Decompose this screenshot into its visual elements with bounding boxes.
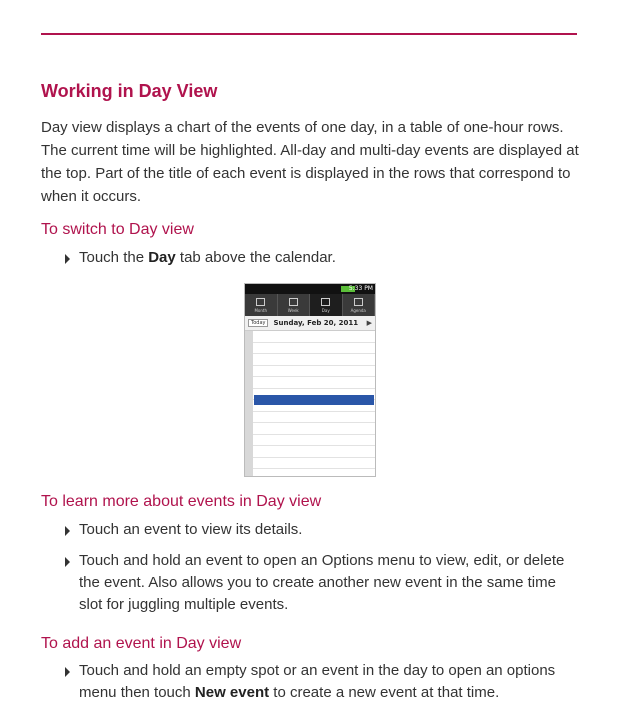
top-rule <box>41 33 577 35</box>
event-block[interactable] <box>254 395 374 405</box>
intro-paragraph: Day view displays a chart of the events of one day, in a table of one-hour rows. The current time will be highlighted. All-day and multi-day events are displayed at the top. Part of the title of each event is displayed in the rows that correspond to when it occurs. <box>41 119 579 205</box>
bullet-add-event: Touch and hold an empty spot or an event in the day to open an options menu then touch New event to create a new event at that time. <box>79 660 579 704</box>
tab-week[interactable]: Week <box>278 294 311 316</box>
hour-gutter <box>245 331 253 476</box>
calendar-icon <box>256 298 265 306</box>
section-heading-switch: To switch to Day view <box>41 221 194 238</box>
calendar-icon <box>289 298 298 306</box>
bullet-triangle-icon <box>65 254 70 264</box>
today-button[interactable]: Today <box>248 319 268 327</box>
status-time: 5:33 PM <box>348 285 373 292</box>
date-bar <box>245 316 375 331</box>
tab-agenda[interactable]: Agenda <box>343 294 376 316</box>
bullet-view-details: Touch an event to view its details. <box>79 519 579 541</box>
section-heading-learn: To learn more about events in Day view <box>41 493 322 510</box>
list-icon <box>354 298 363 306</box>
section-heading-add: To add an event in Day view <box>41 635 242 652</box>
calendar-icon <box>321 298 330 306</box>
bullet-triangle-icon <box>65 667 70 677</box>
calendar-day-view-screenshot <box>244 283 376 477</box>
hour-grid[interactable] <box>245 331 375 476</box>
tab-day[interactable]: Day <box>310 294 343 316</box>
bullet-switch-day: Touch the Day tab above the calendar. <box>79 247 579 269</box>
status-bar <box>245 284 375 294</box>
next-day-arrow-icon[interactable]: ▶ <box>366 320 372 327</box>
page-title: Working in Day View <box>41 81 218 101</box>
bullet-triangle-icon <box>65 557 70 567</box>
tab-month[interactable]: Month <box>245 294 278 316</box>
bullet-triangle-icon <box>65 526 70 536</box>
calendar-tabs <box>245 294 375 316</box>
current-date: Sunday, Feb 20, 2011 <box>273 319 359 327</box>
bullet-options-menu: Touch and hold an event to open an Options menu to view, edit, or delete the event. Also allows you to create another new event in the same time slot for juggling multiple events. <box>79 550 579 616</box>
